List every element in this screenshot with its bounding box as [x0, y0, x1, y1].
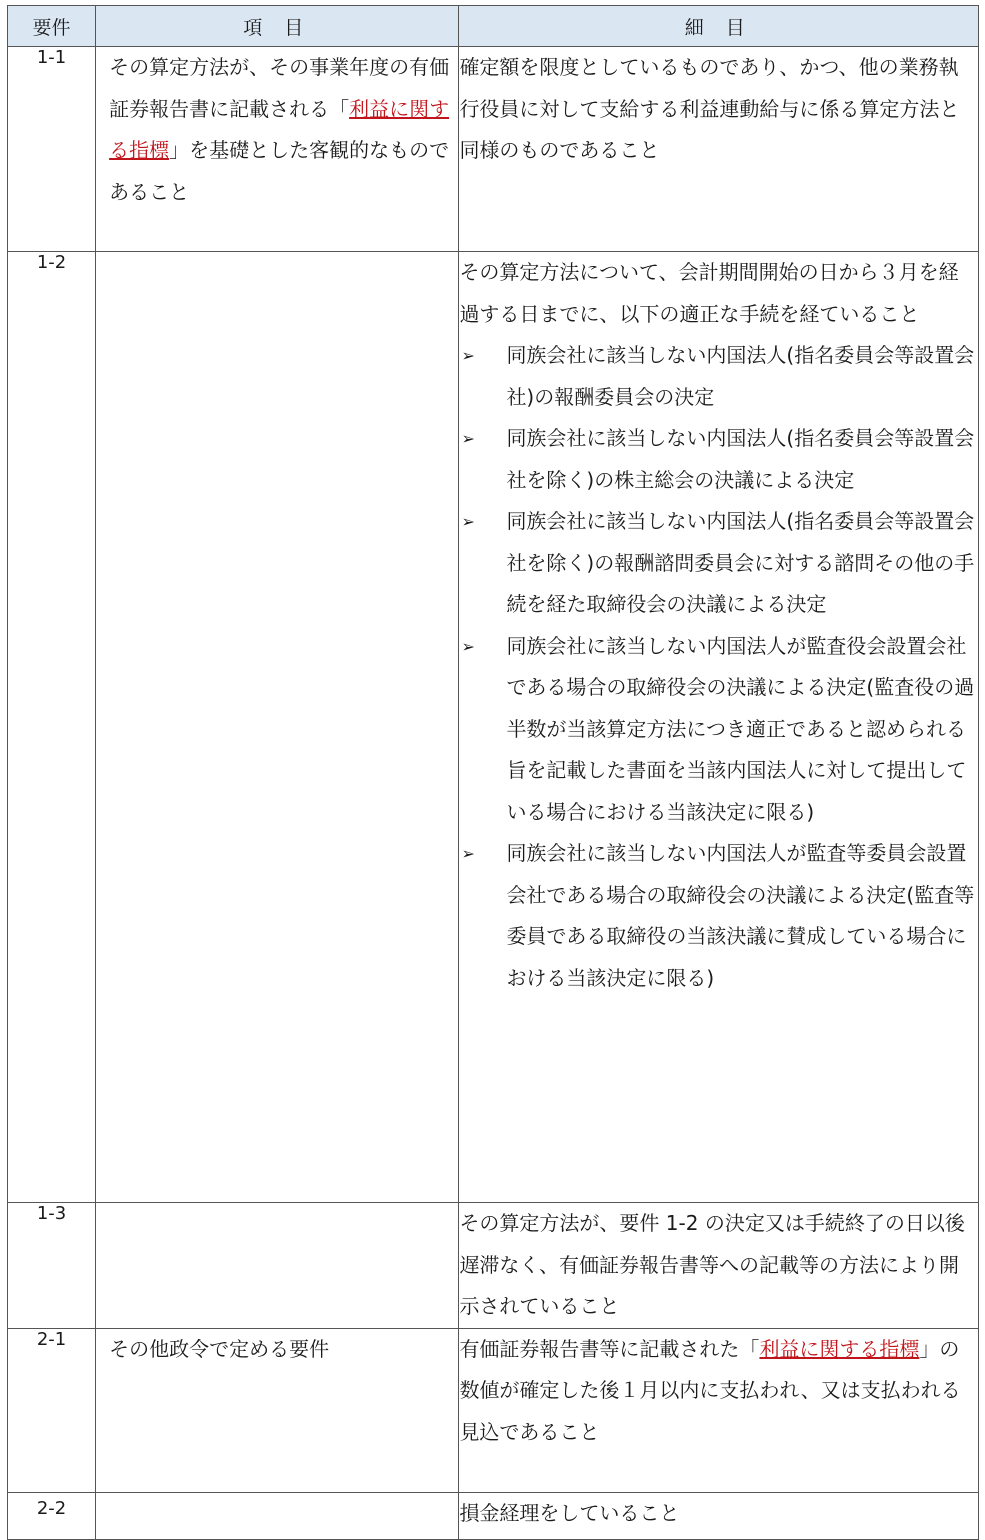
detail-cell: [459, 47, 979, 252]
arrow-bullet-icon: ➢: [461, 346, 475, 365]
item-text: その算定方法が、その事業年度の有価証券報告書に記載される「: [109, 55, 450, 121]
table-row: [8, 252, 979, 1203]
item-cell: [96, 47, 459, 252]
detail-text: 有価証券報告書等に記載された「: [459, 1336, 760, 1361]
detail-cell: [459, 1203, 979, 1329]
item-cell: [96, 252, 459, 1203]
requirement-number: 2-2: [8, 1492, 96, 1539]
header-item: 項 目: [96, 6, 459, 47]
item-cell: [96, 1203, 459, 1329]
detail-text: 」の数値が確定した後１月以内に支払われ、又は支払われる見込であること: [459, 1336, 961, 1444]
table-row: [8, 1328, 979, 1492]
detail-cell: [459, 252, 979, 1203]
requirements-table: [7, 5, 979, 1540]
table-row: [8, 1492, 979, 1539]
item-text: 」を基礎とした客観的なものであること: [109, 138, 450, 204]
list-item: [459, 418, 978, 501]
arrow-bullet-icon: ➢: [461, 512, 475, 531]
header-requirement: 要件: [8, 6, 96, 47]
arrow-bullet-icon: ➢: [461, 636, 475, 656]
item-cell: その他政令で定める要件: [96, 1328, 459, 1492]
bullet-text: 同族会社に該当しない内国法人が監査役会設置会社である場合の取締役会の決議による決定(監査役の過半数が当該算定方法につき適正であると認められる旨を記載した書面を当該内国法人に対して提出している場合における当該決定に限る): [506, 633, 975, 824]
list-item: [459, 501, 978, 626]
list-item: [459, 626, 978, 834]
requirement-number: 1-3: [8, 1203, 96, 1329]
list-item: [459, 335, 978, 418]
profit-indicator-link[interactable]: 利益に関する指標: [759, 1336, 920, 1361]
profit-indicator-link[interactable]: 利益に関する指標: [109, 96, 450, 162]
table-row: [8, 47, 979, 252]
detail-text: 損金経理をしていること: [459, 1500, 680, 1525]
requirement-number: 1-1: [8, 47, 96, 252]
arrow-bullet-icon: ➢: [461, 429, 475, 448]
detail-cell: [459, 1492, 979, 1539]
detail-text: その算定方法について、会計期間開始の日から３月を経過する日までに、以下の適正な手続を経ていること: [459, 260, 959, 326]
detail-text: その算定方法が、要件 1-2 の決定又は手続終了の日以後遅滞なく、有価証券報告書等への記載等の方法により開示されていること: [459, 1211, 965, 1318]
bullet-text: 同族会社に該当しない内国法人(指名委員会等設置会社)の報酬委員会の決定: [506, 343, 975, 409]
detail-cell: [459, 1328, 979, 1492]
requirement-number: 2-1: [8, 1328, 96, 1492]
header-row: [8, 6, 979, 47]
header-detail: 細 目: [459, 6, 979, 47]
detail-text: 確定額を限度としているものであり、かつ、他の業務執行役員に対して支給する利益連動給与に係る算定方法と同様のものであること: [459, 55, 960, 162]
bullet-text: 同族会社に該当しない内国法人(指名委員会等設置会社を除く)の報酬諮問委員会に対する諮問その他の手続を経た取締役会の決議による決定: [506, 509, 975, 616]
bullet-text: 同族会社に該当しない内国法人(指名委員会等設置会社を除く)の株主総会の決議による決定: [506, 426, 975, 492]
requirement-number: 1-2: [8, 252, 96, 1203]
item-cell: [96, 1492, 459, 1539]
arrow-bullet-icon: ➢: [461, 844, 475, 863]
bullet-text: 同族会社に該当しない内国法人が監査等委員会設置会社である場合の取締役会の決議による決定(監査等委員である取締役の当該決議に賛成している場合における当該決定に限る): [506, 841, 975, 990]
list-item: [459, 833, 978, 999]
table-row: [8, 1203, 979, 1329]
